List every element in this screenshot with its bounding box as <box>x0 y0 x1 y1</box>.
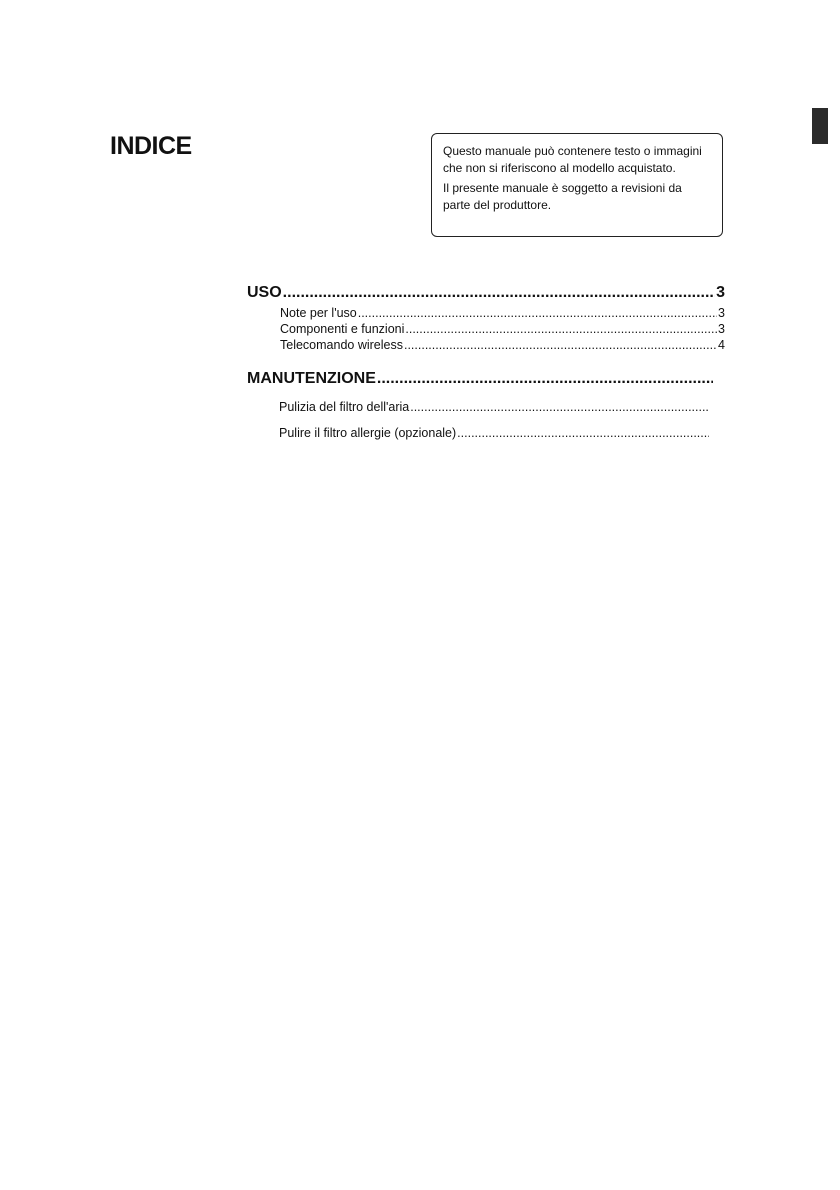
toc-heading-uso[interactable] <box>247 284 725 306</box>
toc-item-componenti-e-funzioni[interactable] <box>280 322 725 338</box>
toc-page-number: 3 <box>716 284 725 301</box>
toc-item-label: Pulire il filtro allergie (opzionale) <box>279 426 457 440</box>
toc-item-label: Pulizia del filtro dell'aria <box>279 400 410 414</box>
toc-page-number: 4 <box>718 338 725 352</box>
toc-leader-dots <box>457 426 709 440</box>
toc-page-number: 3 <box>718 322 725 336</box>
toc-item-note-per-uso[interactable] <box>280 306 725 322</box>
toc-heading-label: USO <box>247 284 282 301</box>
toc-item-filtro-allergie[interactable] <box>279 426 710 452</box>
toc-section-uso <box>247 284 725 354</box>
toc-item-telecomando-wireless[interactable] <box>280 338 725 354</box>
page-title: INDICE <box>110 132 192 160</box>
section-side-tab <box>812 108 828 144</box>
toc-item-label: Note per l'uso <box>280 306 357 320</box>
toc-leader-dots <box>283 284 715 302</box>
toc-leader-dots <box>404 338 717 352</box>
table-of-contents <box>247 284 725 452</box>
toc-manutenzione-items <box>247 400 714 452</box>
toc-leader-dots <box>405 322 717 336</box>
toc-leader-dots <box>358 306 717 320</box>
toc-leader-dots <box>377 370 713 388</box>
toc-heading-label: MANUTENZIONE <box>247 370 376 387</box>
notice-paragraph-1: Questo manuale può contenere testo o immagini che non si riferiscono al modello acquistato. <box>443 144 702 175</box>
toc-item-label: Telecomando wireless <box>280 338 403 352</box>
toc-leader-dots <box>410 400 709 414</box>
toc-page-number: 3 <box>718 306 725 320</box>
toc-section-manutenzione <box>247 370 714 452</box>
toc-item-label: Componenti e funzioni <box>280 322 405 336</box>
toc-item-pulizia-filtro-aria[interactable] <box>279 400 710 426</box>
notice-paragraph-2: Il presente manuale è soggetto a revisioni da parte del produttore. <box>443 181 682 212</box>
notice-box <box>431 133 723 237</box>
toc-heading-manutenzione[interactable] <box>247 370 714 392</box>
